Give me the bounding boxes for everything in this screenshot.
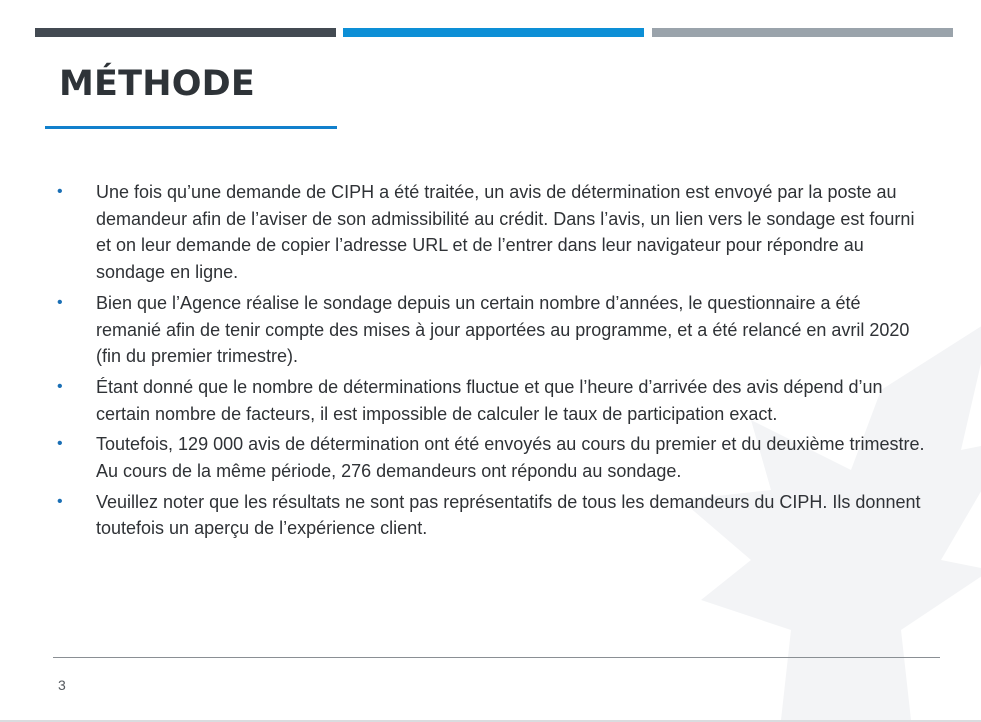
title-underline xyxy=(45,126,337,129)
bullet-marker: • xyxy=(57,293,63,311)
header-color-bars xyxy=(35,28,953,37)
list-item xyxy=(57,290,927,370)
list-item xyxy=(57,431,927,484)
header-bar-gray xyxy=(652,28,953,37)
bullet-marker: • xyxy=(57,183,63,200)
list-item xyxy=(57,374,927,427)
list-item xyxy=(57,179,927,286)
list-item xyxy=(57,489,927,542)
footer-divider xyxy=(53,657,940,658)
bullet-text: Bien que l’Agence réalise le sondage depuis un certain nombre d’années, le questionnaire a été remanié afin de tenir compte des mises à jour apportées au programme, et a été relancé en avril 2020 (fin du premier trimestre). xyxy=(96,292,910,367)
bullet-marker: • xyxy=(57,492,63,510)
bullet-text: Étant donné que le nombre de déterminations fluctue et que l’heure d’arrivée des avis dépend d’un certain nombre de facteurs, il est impossible de calculer le taux de participation exact. xyxy=(96,376,883,424)
page-number: 3 xyxy=(58,677,66,693)
bullet-text: Veuillez noter que les résultats ne sont pas représentatifs de tous les demandeurs du CIPH. Ils donnent toutefois un aperçu de l’expérience client. xyxy=(96,491,921,539)
header-bar-dark xyxy=(35,28,336,37)
bullet-text: Toutefois, 129 000 avis de détermination ont été envoyés au cours du premier et du deuxième trimestre. Au cours de la même période, 276 demandeurs ont répondu au sondage. xyxy=(96,434,925,482)
slide-title: MÉTHODE xyxy=(59,64,256,104)
bullet-list xyxy=(57,179,927,546)
bullet-marker: • xyxy=(57,435,63,453)
header-bar-blue xyxy=(343,28,644,37)
bullet-marker: • xyxy=(57,377,63,395)
bullet-text: Une fois qu’une demande de CIPH a été traitée, un avis de détermination est envoyé par la poste au demandeur afin de l’aviser de son admissibilité au crédit. Dans l’avis, un lien vers le sondage est fourni et on leur demande de copier l’adresse URL et de l’entrer dans leur navigateur pour répondre au sondage en ligne. xyxy=(96,182,915,283)
